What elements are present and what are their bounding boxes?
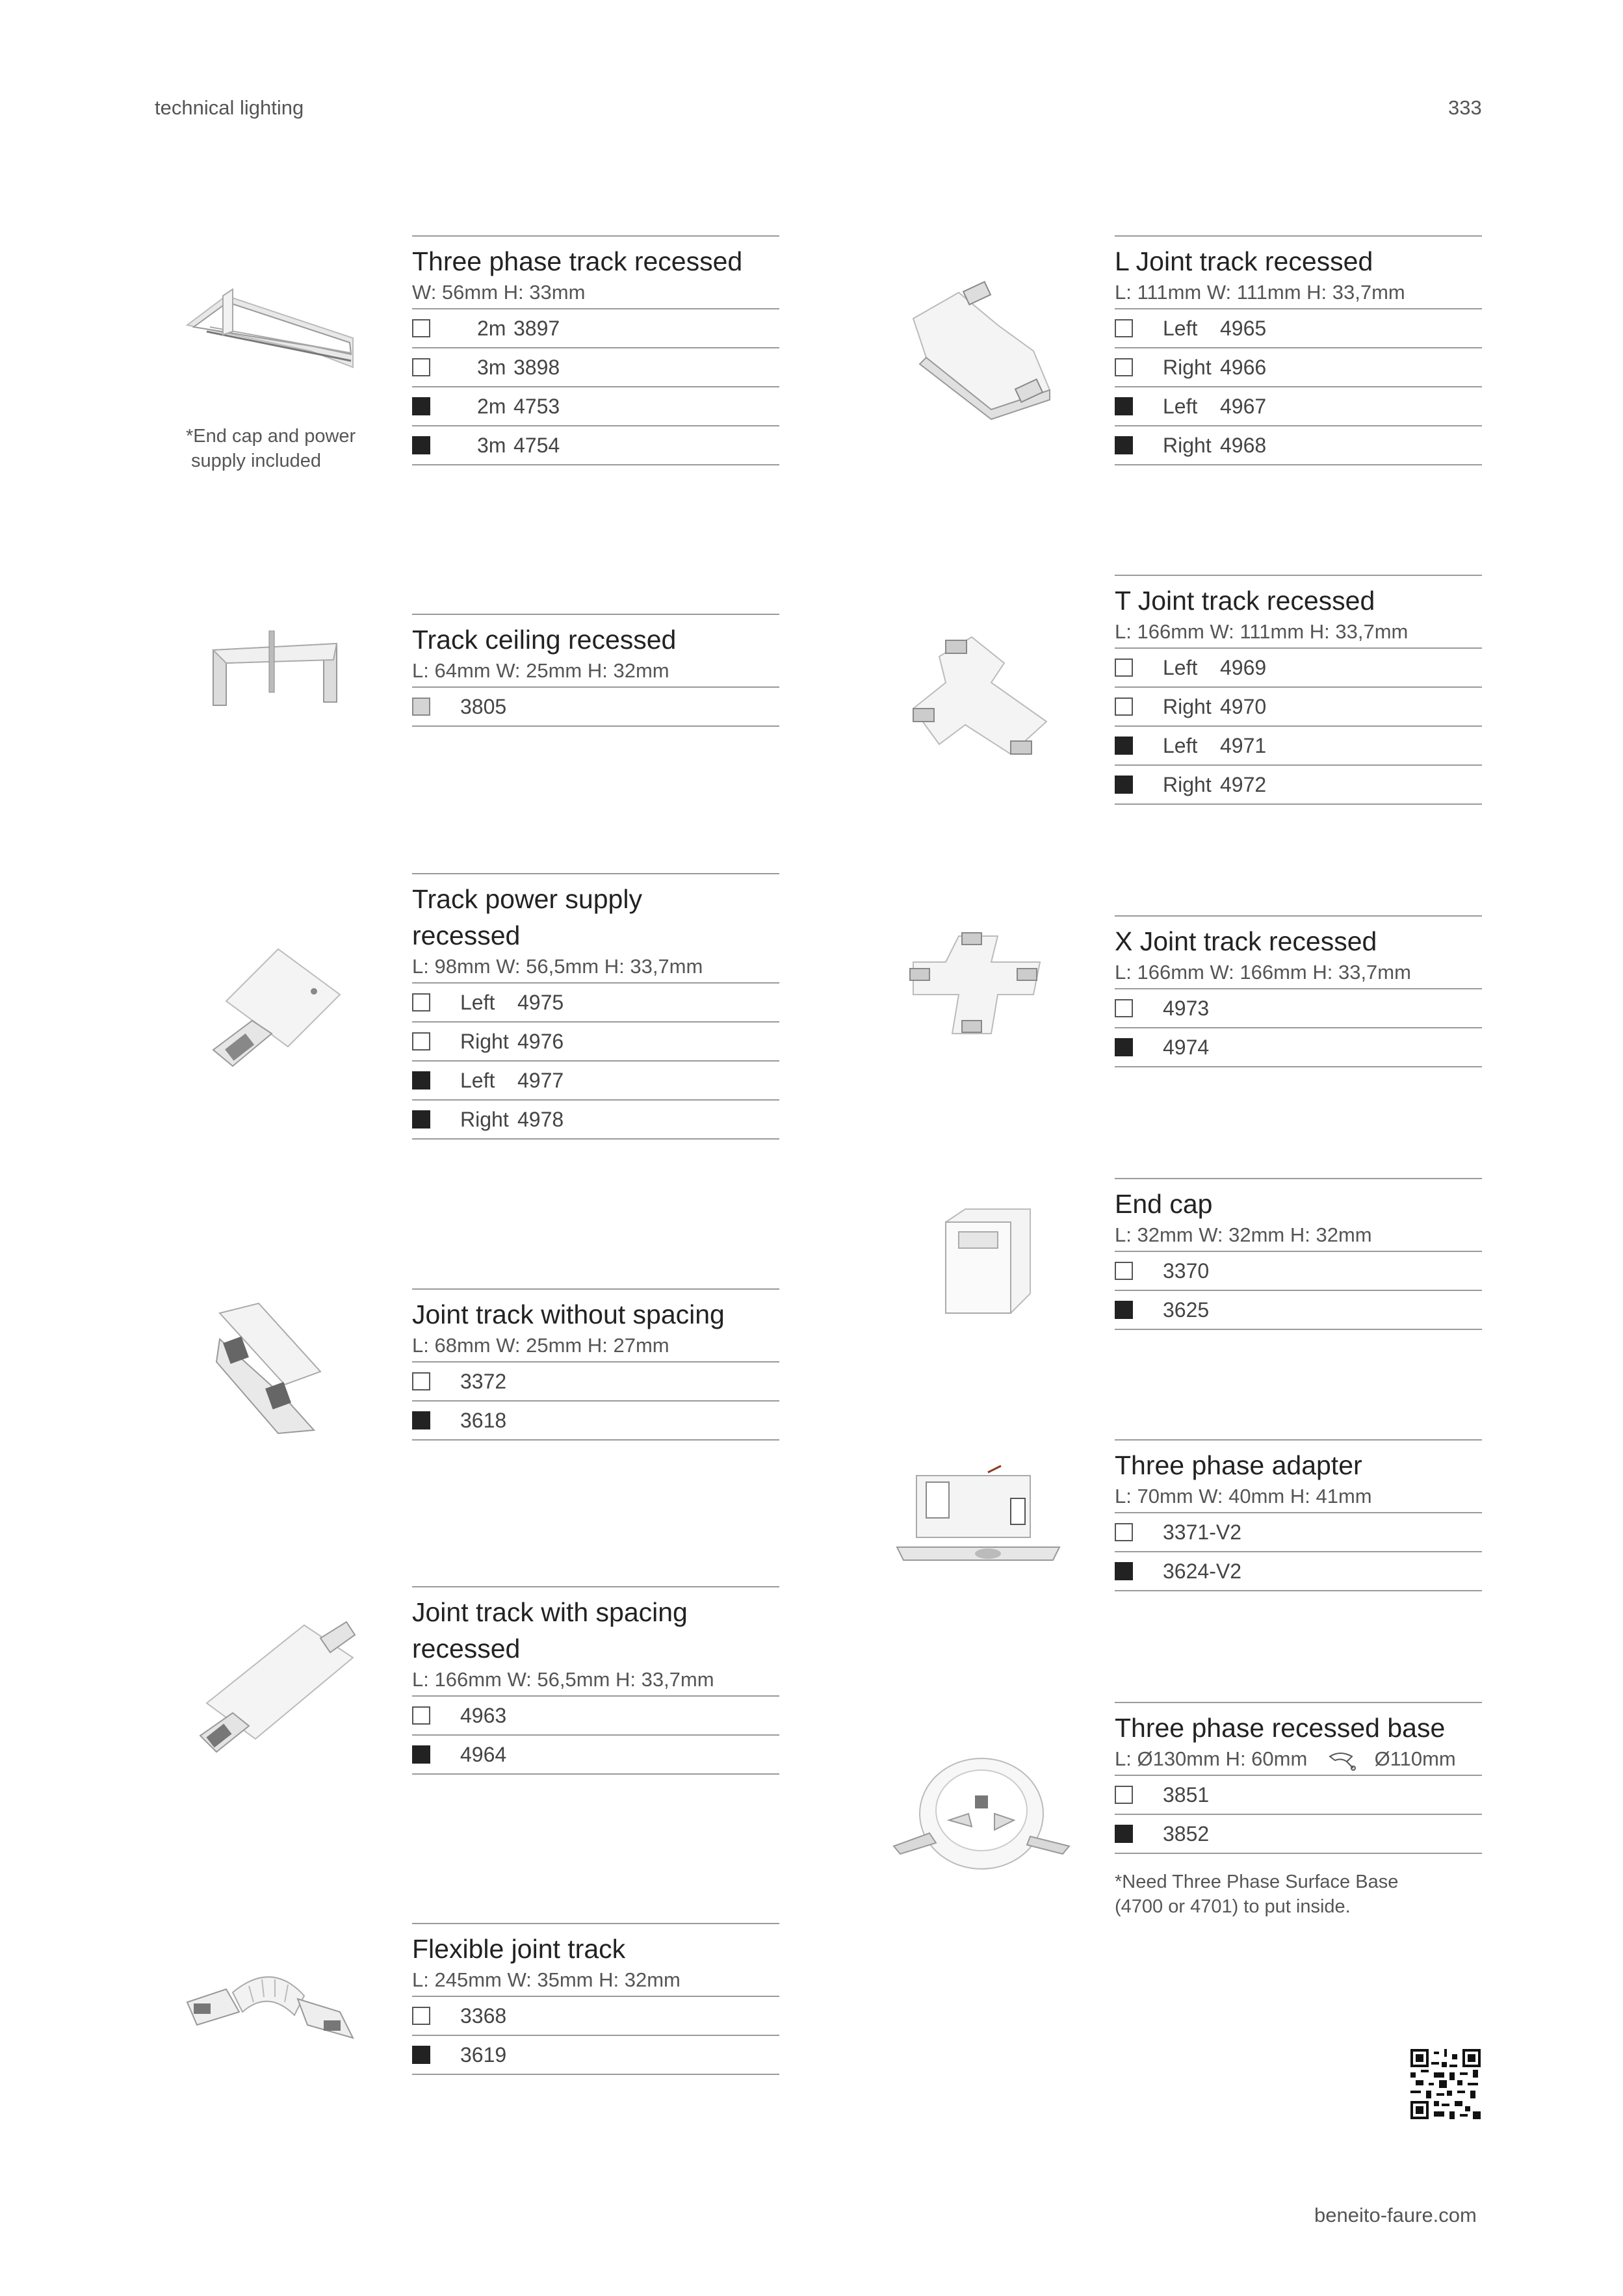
section-title: technical lighting xyxy=(155,96,304,119)
black-swatch-icon xyxy=(412,397,430,415)
variant-row: 3368 xyxy=(412,1996,779,2035)
product-joint-without-spacing xyxy=(412,1288,779,1441)
cutout-dimension: Ø110mm xyxy=(1374,1747,1456,1770)
variant-row: 3805 xyxy=(412,686,779,727)
track-ceiling-image xyxy=(207,631,343,715)
product-title: L Joint track recessed xyxy=(1115,246,1373,276)
black-swatch-icon xyxy=(1115,1301,1133,1319)
black-swatch-icon xyxy=(1115,776,1133,794)
product-three-phase-adapter xyxy=(1115,1439,1482,1591)
variant-row: Right 4970 xyxy=(1115,686,1482,725)
grey-swatch-icon xyxy=(412,698,430,716)
white-swatch-icon xyxy=(1115,1786,1133,1804)
variant-row: Right 4966 xyxy=(1115,347,1482,386)
product-dimensions: L: 68mm W: 25mm H: 27mm xyxy=(412,1334,669,1357)
product-title: Flexible joint track xyxy=(412,1934,626,1964)
product-flexible-joint xyxy=(412,1923,779,2075)
white-swatch-icon xyxy=(412,1032,430,1050)
variant-row: Right 4968 xyxy=(1115,425,1482,465)
black-swatch-icon xyxy=(1115,1038,1133,1056)
page-number: 333 xyxy=(1448,96,1482,119)
variant-row: Left 4965 xyxy=(1115,308,1482,347)
t-joint-image xyxy=(900,631,1050,774)
product-title: Three phase recessed base xyxy=(1115,1713,1446,1743)
white-swatch-icon xyxy=(412,993,430,1011)
variant-row: 3618 xyxy=(412,1400,779,1441)
variant-row: 3370 xyxy=(1115,1251,1482,1290)
variant-row: 3372 xyxy=(412,1361,779,1400)
variant-row: 3852 xyxy=(1115,1814,1482,1854)
product-title: Joint track with spacing recessed xyxy=(412,1597,688,1663)
product-track-power-supply xyxy=(412,873,779,1140)
l-joint-image xyxy=(900,280,1063,423)
variant-row: 4973 xyxy=(1115,988,1482,1027)
footer-website[interactable]: beneito-faure.com xyxy=(1314,2204,1477,2226)
white-swatch-icon xyxy=(1115,698,1133,716)
variant-row: Left 4971 xyxy=(1115,725,1482,764)
end-cap-image xyxy=(926,1203,1037,1320)
variant-row: 4963 xyxy=(412,1695,779,1734)
product-title: Track ceiling recessed xyxy=(412,625,677,655)
variant-row: 3m 3898 xyxy=(412,347,779,386)
black-swatch-icon xyxy=(412,2046,430,2064)
product-title: End cap xyxy=(1115,1189,1213,1219)
white-swatch-icon xyxy=(1115,1262,1133,1280)
product-dimensions: L: 98mm W: 56,5mm H: 33,7mm xyxy=(412,955,703,978)
black-swatch-icon xyxy=(1115,1825,1133,1843)
recessed-base-image xyxy=(890,1749,1072,1879)
variant-row: Left 4975 xyxy=(412,982,779,1021)
product-title: T Joint track recessed xyxy=(1115,586,1375,616)
product-dimensions: L: 32mm W: 32mm H: 32mm xyxy=(1115,1223,1372,1246)
variant-row: 3851 xyxy=(1115,1775,1482,1814)
black-swatch-icon xyxy=(1115,737,1133,755)
white-swatch-icon xyxy=(1115,319,1133,337)
variant-row: 3371-V2 xyxy=(1115,1512,1482,1551)
product-recessed-base xyxy=(1115,1702,1482,1854)
white-swatch-icon xyxy=(412,2007,430,2025)
product-x-joint xyxy=(1115,915,1482,1067)
variant-row: 4974 xyxy=(1115,1027,1482,1067)
track-power-supply-image xyxy=(200,943,343,1086)
black-swatch-icon xyxy=(412,1071,430,1089)
black-swatch-icon xyxy=(1115,436,1133,454)
variant-row: 2m 3897 xyxy=(412,308,779,347)
white-swatch-icon xyxy=(1115,1523,1133,1541)
product-dimensions: W: 56mm H: 33mm xyxy=(412,281,586,304)
product-dimensions: L: 166mm W: 56,5mm H: 33,7mm xyxy=(412,1668,714,1691)
product-l-joint xyxy=(1115,235,1482,465)
product-end-cap xyxy=(1115,1178,1482,1330)
variant-row: 3624-V2 xyxy=(1115,1551,1482,1591)
variant-row: Left 4969 xyxy=(1115,647,1482,686)
black-swatch-icon xyxy=(412,436,430,454)
product-title: Joint track without spacing xyxy=(412,1299,725,1329)
joint-without-spacing-image xyxy=(207,1300,330,1437)
variant-row: Left 4967 xyxy=(1115,386,1482,425)
black-swatch-icon xyxy=(412,1411,430,1429)
white-swatch-icon xyxy=(1115,999,1133,1017)
product-dimensions: L: 166mm W: 166mm H: 33,7mm xyxy=(1115,961,1411,984)
product-t-joint xyxy=(1115,575,1482,805)
three-phase-adapter-image xyxy=(890,1463,1066,1573)
variant-row: Left 4977 xyxy=(412,1060,779,1099)
black-swatch-icon xyxy=(1115,397,1133,415)
variant-row: 3619 xyxy=(412,2035,779,2075)
white-swatch-icon xyxy=(412,358,430,376)
white-swatch-icon xyxy=(1115,659,1133,677)
product-dimensions: L: Ø130mm H: 60mm Ø110mm xyxy=(1115,1747,1456,1770)
recessed-base-note: *Need Three Phase Surface Base (4700 or 4701) to put inside. xyxy=(1115,1872,1399,1917)
variant-row: 4964 xyxy=(412,1734,779,1775)
variant-row: Right 4978 xyxy=(412,1099,779,1140)
product-title: Three phase adapter xyxy=(1115,1450,1362,1480)
product-title: Track power supply recessed xyxy=(412,884,642,950)
product-dimensions: L: 245mm W: 35mm H: 32mm xyxy=(412,1968,681,1991)
product-title: Three phase track recessed xyxy=(412,246,743,276)
product-three-phase-track xyxy=(412,235,779,465)
product-title: X Joint track recessed xyxy=(1115,926,1377,956)
three-phase-track-note: *End cap and power supply included xyxy=(186,426,356,471)
cutout-saw-icon xyxy=(1327,1750,1357,1771)
x-joint-image xyxy=(900,923,1050,1047)
variant-row: Right 4972 xyxy=(1115,764,1482,805)
product-dimensions: L: 64mm W: 25mm H: 32mm xyxy=(412,659,669,682)
three-phase-track-image xyxy=(181,270,356,374)
flexible-joint-image xyxy=(181,1963,356,2054)
white-swatch-icon xyxy=(412,1706,430,1725)
qr-code-icon xyxy=(1410,2049,1481,2119)
product-joint-with-spacing xyxy=(412,1586,779,1775)
product-track-ceiling xyxy=(412,614,779,727)
black-swatch-icon xyxy=(412,1110,430,1128)
variant-row: Right 4976 xyxy=(412,1021,779,1060)
white-swatch-icon xyxy=(1115,358,1133,376)
joint-with-spacing-image xyxy=(194,1619,356,1762)
black-swatch-icon xyxy=(1115,1562,1133,1580)
product-dimensions: L: 70mm W: 40mm H: 41mm xyxy=(1115,1485,1372,1507)
white-swatch-icon xyxy=(412,319,430,337)
variant-row: 3m 4754 xyxy=(412,425,779,465)
black-swatch-icon xyxy=(412,1745,430,1764)
variant-row: 2m 4753 xyxy=(412,386,779,425)
white-swatch-icon xyxy=(412,1372,430,1390)
product-dimensions: L: 111mm W: 111mm H: 33,7mm xyxy=(1115,281,1405,304)
product-dimensions: L: 166mm W: 111mm H: 33,7mm xyxy=(1115,620,1409,643)
variant-row: 3625 xyxy=(1115,1290,1482,1330)
